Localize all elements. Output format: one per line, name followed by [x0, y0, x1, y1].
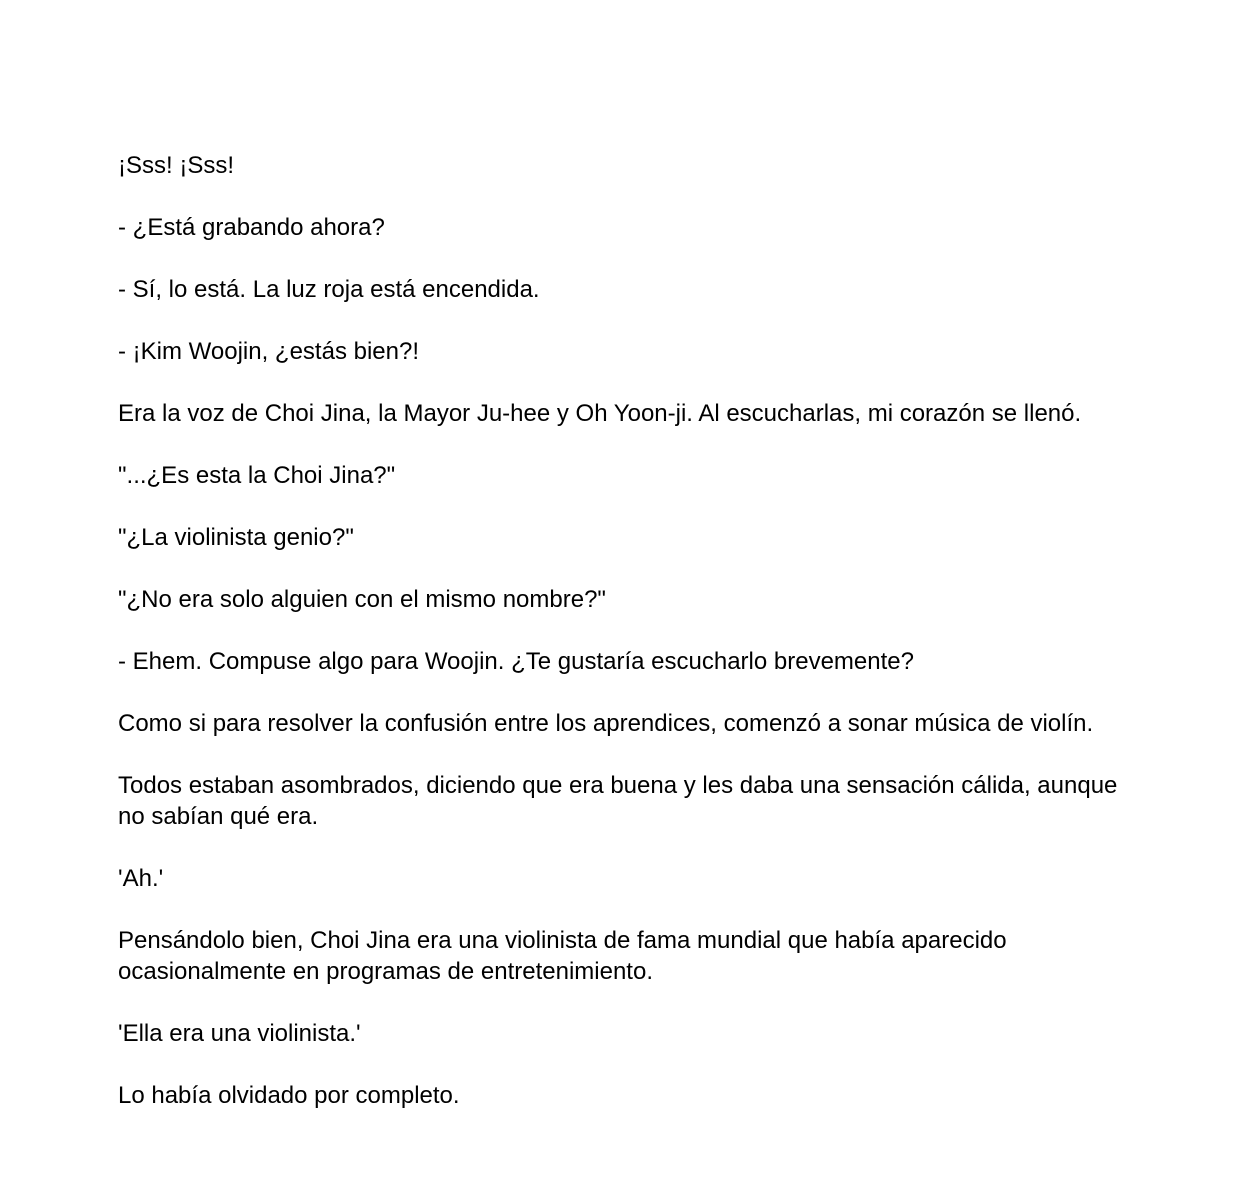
paragraph-10: Como si para resolver la confusión entre los aprendices, comenzó a sonar música de violín. — [118, 710, 1094, 737]
paragraph-9: - Ehem. Compuse algo para Woojin. ¿Te gustaría escucharlo brevemente? — [118, 648, 914, 675]
paragraph-12: 'Ah.' — [118, 865, 164, 892]
paragraph-1: ¡Sss! ¡Sss! — [118, 152, 235, 179]
paragraph-11: Todos estaban asombrados, diciendo que era buena y les daba una sensación cálida, aunque no sabían qué era. — [118, 772, 1118, 830]
paragraph-7: "¿La violinista genio?" — [118, 524, 354, 551]
paragraph-13: Pensándolo bien, Choi Jina era una violinista de fama mundial que había aparecido ocasionalmente en programas de entretenimiento. — [118, 927, 1007, 985]
paragraph-3: - Sí, lo está. La luz roja está encendida. — [118, 276, 540, 303]
paragraph-4: - ¡Kim Woojin, ¿estás bien?! — [118, 338, 419, 365]
paragraph-8: "¿No era solo alguien con el mismo nombre?" — [118, 586, 606, 613]
paragraph-15: Lo había olvidado por completo. — [118, 1082, 460, 1109]
paragraph-14: 'Ella era una violinista.' — [118, 1020, 361, 1047]
paragraph-2: - ¿Está grabando ahora? — [118, 214, 385, 241]
document-body — [118, 150, 1128, 1142]
paragraph-5: Era la voz de Choi Jina, la Mayor Ju-hee y Oh Yoon-ji. Al escucharlas, mi corazón se llenó. — [118, 400, 1082, 427]
paragraph-6: "...¿Es esta la Choi Jina?" — [118, 462, 396, 489]
